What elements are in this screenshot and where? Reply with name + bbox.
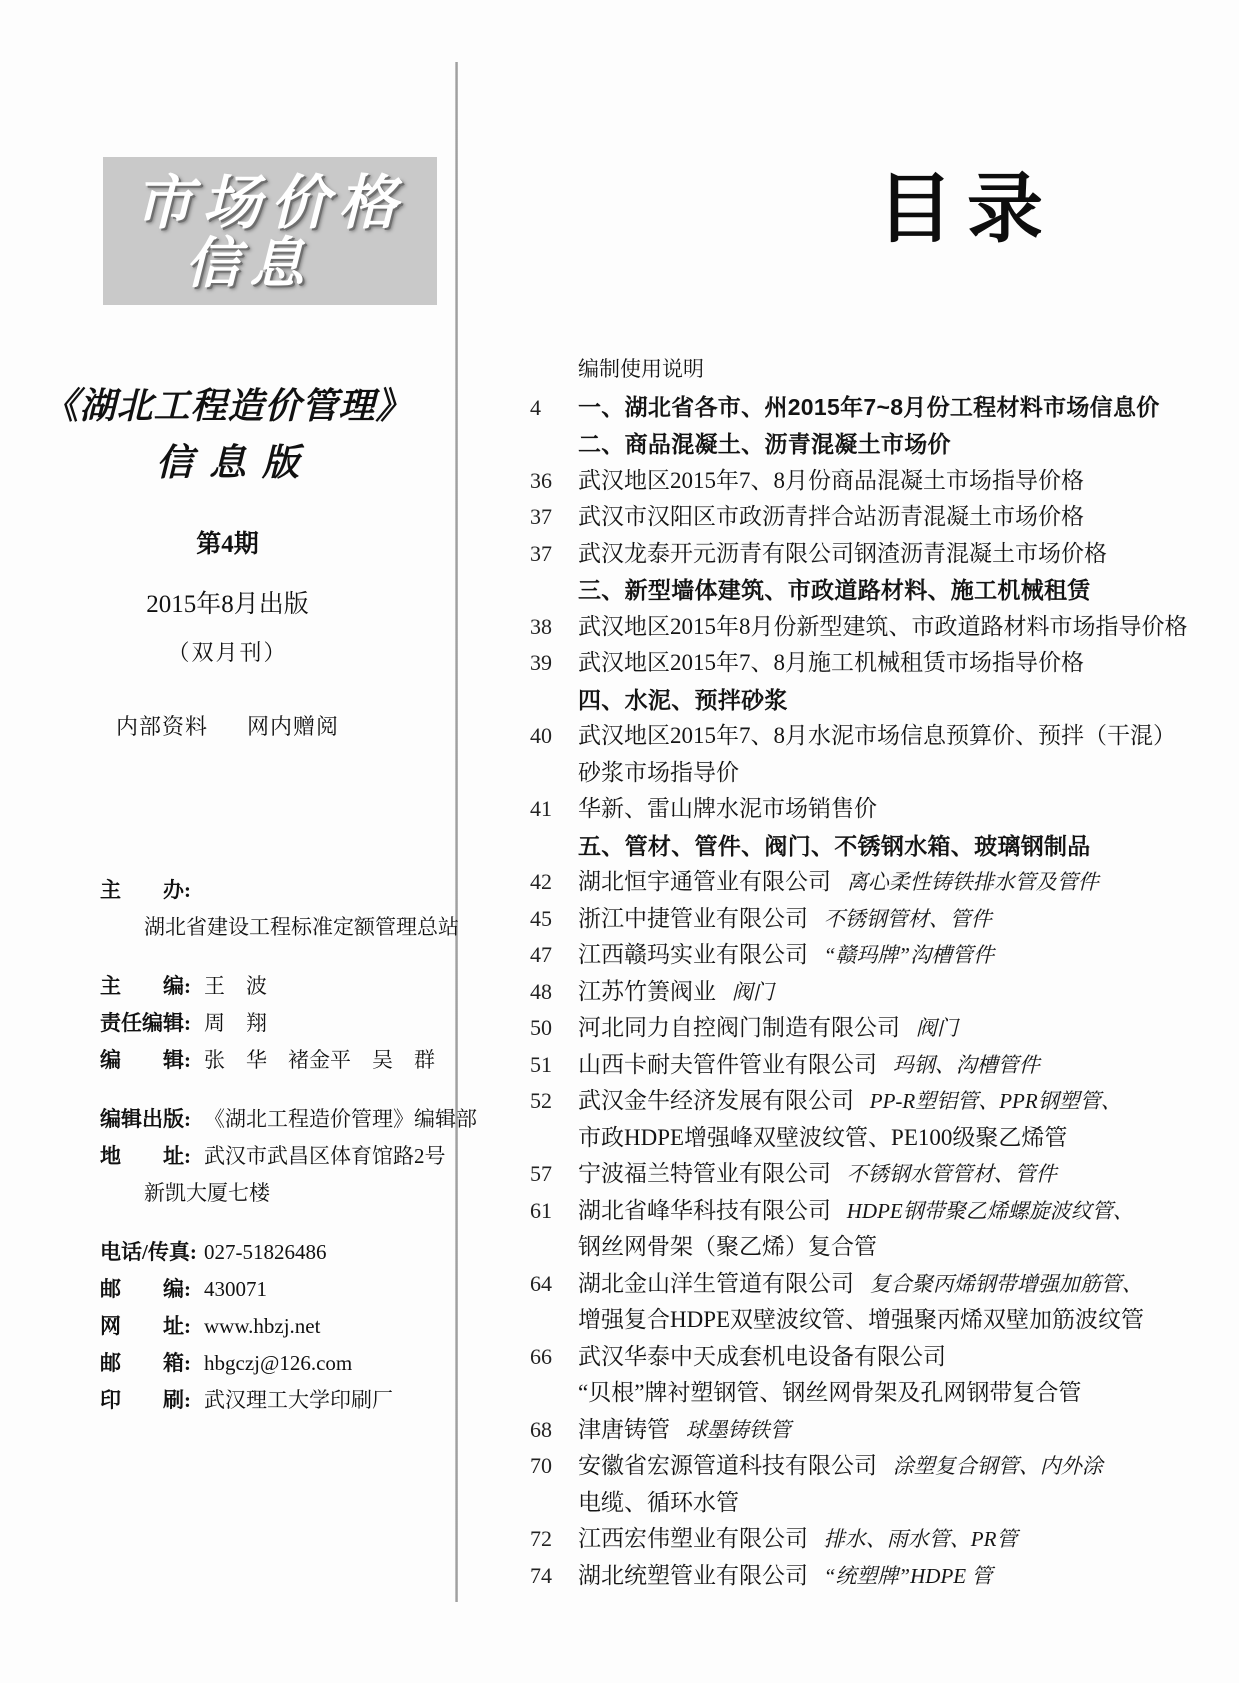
imprint-label-chief-editor: 主 编: xyxy=(100,974,191,998)
toc-entry-title: 武汉华泰中天成套机电设备有限公司 xyxy=(578,1343,946,1369)
masthead-title-line-2: 信息 xyxy=(185,233,314,294)
toc-entry-title: 武汉地区2015年7、8月份商品混凝土市场指导价格 xyxy=(578,467,1084,493)
toc-entry-title: 安徽省宏源管道科技有限公司 涂塑复合钢管、内外涂 xyxy=(578,1453,1103,1478)
toc-entry-title: 河北同力自控阀门制造有限公司 阀门 xyxy=(578,1015,958,1040)
toc-entry-title: 武汉金牛经济发展有限公司 PP-R塑铝管、PPR钢塑管、 xyxy=(578,1088,1122,1113)
toc-page-number: 66 xyxy=(530,1343,552,1369)
toc-page-number: 72 xyxy=(530,1526,552,1551)
masthead-plate xyxy=(103,157,437,305)
imprint-row-phone xyxy=(100,1234,450,1271)
toc-page-number: 42 xyxy=(530,869,552,894)
toc-page-number: 41 xyxy=(530,796,552,821)
toc-page-number: 37 xyxy=(530,504,552,529)
toc-entry[interactable] xyxy=(530,791,1230,828)
toc-entry-description: 不锈钢管材、管件 xyxy=(823,906,992,931)
distribution-notice xyxy=(0,710,455,741)
imprint-row-sponsor xyxy=(100,872,450,909)
imprint-row-email xyxy=(100,1345,450,1382)
journal-subtitle: 信息版 xyxy=(156,443,315,484)
toc-entry-title: 浙江中捷管业有限公司 不锈钢管材、管件 xyxy=(578,905,992,931)
toc-page-number: 39 xyxy=(530,650,552,675)
table-of-contents-list xyxy=(530,352,1230,1594)
toc-page-number: 68 xyxy=(530,1416,552,1442)
toc-entry[interactable] xyxy=(530,536,1230,573)
toc-entry[interactable] xyxy=(530,1193,1230,1230)
imprint-label-publisher: 编辑出版: xyxy=(100,1107,191,1131)
imprint-value-website[interactable]: www.hbzj.net xyxy=(204,1314,321,1338)
toc-entry-title: 湖北恒宇通管业有限公司 离心柔性铸铁排水管及管件 xyxy=(578,869,1099,894)
toc-entry-description: 复合聚丙烯钢带增强加筋管、 xyxy=(869,1271,1143,1296)
imprint-value-address: 武汉市武昌区体育馆路2号 xyxy=(204,1144,446,1168)
imprint-row-chief-editor xyxy=(100,968,450,1005)
imprint-row-managing-editor xyxy=(100,1005,450,1042)
toc-page-number: 38 xyxy=(530,613,552,639)
toc-entry-title: 钢丝网骨架（聚乙烯）复合管 xyxy=(578,1234,877,1259)
toc-entry-title: 四、水泥、预拌砂浆 xyxy=(578,686,788,713)
toc-entry[interactable] xyxy=(530,609,1230,646)
toc-entry-description: 排水、雨水管、PR管 xyxy=(823,1527,1018,1551)
imprint-value-editors: 张 华 褚金平 吴 群 xyxy=(204,1048,435,1072)
toc-page-number: 50 xyxy=(530,1015,552,1040)
toc-entry-description: “统塑牌”HDPE 管 xyxy=(823,1563,993,1588)
toc-section-header xyxy=(530,426,1230,463)
toc-entry[interactable] xyxy=(530,352,1230,389)
toc-entry[interactable] xyxy=(530,901,1230,938)
toc-entry-title: 江西宏伟塑业有限公司 排水、雨水管、PR管 xyxy=(578,1526,1018,1551)
toc-section-header xyxy=(530,682,1230,719)
toc-entry[interactable] xyxy=(530,499,1230,536)
imprint-label-managing-editor: 责任编辑: xyxy=(100,1011,191,1035)
toc-entry[interactable] xyxy=(530,1302,1230,1339)
toc-entry-description: HDPE钢带聚乙烯螺旋波纹管、 xyxy=(846,1198,1134,1223)
imprint-value-phone: 027-51826486 xyxy=(204,1240,327,1264)
toc-entry-title: 津唐铸管 球墨铸铁管 xyxy=(578,1416,791,1442)
toc-entry-title: 一、湖北省各市、州2015年7~8月份工程材料市场信息价 xyxy=(578,393,1160,420)
toc-page-number: 48 xyxy=(530,978,552,1004)
toc-entry-title: 电缆、循环水管 xyxy=(578,1489,739,1515)
imprint-label-printer: 印 刷: xyxy=(100,1388,191,1412)
imprint-value-postcode: 430071 xyxy=(204,1277,267,1301)
imprint-row-sponsor-value xyxy=(100,909,459,946)
toc-entry-description: 阀门 xyxy=(915,1016,958,1040)
toc-page-number: 52 xyxy=(530,1088,552,1113)
toc-entry-title: 武汉地区2015年7、8月施工机械租赁市场指导价格 xyxy=(578,650,1084,675)
toc-entry-title: 武汉地区2015年7、8月水泥市场信息预算价、预拌（干混） xyxy=(578,723,1176,748)
toc-entry-title: 山西卡耐夫管件管业有限公司 玛钢、沟槽管件 xyxy=(578,1051,1040,1077)
toc-entry-description: 玛钢、沟槽管件 xyxy=(892,1052,1040,1077)
journal-title: 《湖北工程造价管理》 xyxy=(42,386,413,426)
imprint-row-address xyxy=(100,1138,450,1175)
imprint-label-postcode: 邮 编: xyxy=(100,1277,191,1301)
toc-entry-title: 湖北统塑管业有限公司 “统塑牌”HDPE 管 xyxy=(578,1562,993,1588)
toc-entry[interactable] xyxy=(530,1412,1230,1449)
toc-page-number: 47 xyxy=(530,942,552,967)
right-column xyxy=(455,0,1239,1683)
toc-section-header xyxy=(530,828,1230,865)
toc-entry[interactable] xyxy=(530,864,1230,901)
imprint-value-email[interactable]: hbgczj@126.com xyxy=(204,1351,353,1375)
imprint-block xyxy=(100,872,477,1419)
imprint-row-printer xyxy=(100,1382,450,1419)
toc-entry[interactable] xyxy=(530,463,1230,500)
toc-page-number: 74 xyxy=(530,1562,552,1588)
toc-entry[interactable] xyxy=(530,1010,1230,1047)
toc-entry-title: 增强复合HDPE双壁波纹管、增强聚丙烯双壁加筋波纹管 xyxy=(578,1307,1145,1332)
toc-entry-description: 不锈钢水管管材、管件 xyxy=(846,1162,1057,1186)
toc-entry[interactable] xyxy=(530,1339,1230,1376)
toc-page-number: 57 xyxy=(530,1161,552,1186)
toc-entry-description: 球墨铸铁管 xyxy=(685,1417,791,1442)
toc-entry[interactable] xyxy=(530,1448,1230,1485)
imprint-row-editors xyxy=(100,1042,450,1079)
toc-page-number: 4 xyxy=(530,394,541,420)
toc-entry[interactable] xyxy=(530,1229,1230,1266)
imprint-value-managing-editor: 周 翔 xyxy=(204,1011,267,1035)
toc-entry-title: 武汉龙泰开元沥青有限公司钢渣沥青混凝土市场价格 xyxy=(578,540,1107,566)
toc-entry[interactable] xyxy=(530,1156,1230,1193)
toc-entry-title: 湖北金山洋生管道有限公司 复合聚丙烯钢带增强加筋管、 xyxy=(578,1270,1143,1296)
toc-entry-description: PP-R塑铝管、PPR钢塑管、 xyxy=(869,1089,1122,1113)
publish-date: 2015年8月出版 xyxy=(146,591,309,618)
imprint-row-website xyxy=(100,1308,450,1345)
imprint-label-website: 网 址: xyxy=(100,1314,191,1338)
imprint-value-address-line2: 新凯大厦七楼 xyxy=(144,1181,270,1205)
toc-entry[interactable] xyxy=(530,1120,1230,1157)
table-of-contents-heading: 目录 xyxy=(877,168,1057,252)
imprint-gap-2 xyxy=(100,1079,450,1101)
toc-entry[interactable] xyxy=(530,645,1230,682)
toc-entry-title: 武汉市汉阳区市政沥青拌合站沥青混凝土市场价格 xyxy=(578,504,1084,529)
toc-entry-description: 离心柔性铸铁排水管及管件 xyxy=(846,870,1099,894)
toc-entry-title: 编制使用说明 xyxy=(578,358,704,381)
notice-free-distribution: 网内赠阅 xyxy=(247,714,340,739)
toc-page-number: 36 xyxy=(530,467,552,493)
toc-entry[interactable] xyxy=(530,1047,1230,1084)
toc-section-header xyxy=(530,389,1230,427)
imprint-value-publisher: 《湖北工程造价管理》编辑部 xyxy=(204,1107,477,1131)
toc-entry[interactable] xyxy=(530,1485,1230,1522)
imprint-row-address-line2 xyxy=(100,1175,450,1212)
imprint-value-sponsor: 湖北省建设工程标准定额管理总站 xyxy=(144,915,459,939)
imprint-label-phone: 电话/传真: xyxy=(100,1240,197,1264)
toc-entry[interactable] xyxy=(530,1375,1230,1412)
toc-entry-title: 砂浆市场指导价 xyxy=(578,759,739,785)
toc-page-number: 37 xyxy=(530,540,552,566)
toc-entry-description: 阀门 xyxy=(731,979,774,1004)
toc-page-number: 40 xyxy=(530,723,552,748)
toc-page-number: 45 xyxy=(530,905,552,931)
toc-entry-title: 武汉地区2015年8月份新型建筑、市政道路材料市场指导价格 xyxy=(578,613,1188,639)
toc-entry[interactable] xyxy=(530,718,1230,755)
toc-entry[interactable] xyxy=(530,755,1230,792)
toc-entry-title: 华新、雷山牌水泥市场销售价 xyxy=(578,796,877,821)
toc-entry-title: 湖北省峰华科技有限公司 HDPE钢带聚乙烯螺旋波纹管、 xyxy=(578,1197,1134,1223)
imprint-value-chief-editor: 王 波 xyxy=(204,974,267,998)
toc-page-number: 64 xyxy=(530,1270,552,1296)
imprint-label-email: 邮 箱: xyxy=(100,1351,191,1375)
toc-entry-title: 宁波福兰特管业有限公司 不锈钢水管管材、管件 xyxy=(578,1161,1057,1186)
toc-entry[interactable] xyxy=(530,1521,1230,1558)
periodicity-label: （双月刊） xyxy=(167,640,288,665)
toc-entry-description: “赣玛牌”沟槽管件 xyxy=(823,943,995,967)
toc-entry[interactable] xyxy=(530,974,1230,1011)
left-column xyxy=(0,0,477,1683)
masthead-title-line-1: 市场价格 xyxy=(133,170,406,236)
toc-entry[interactable] xyxy=(530,1083,1230,1120)
imprint-label-sponsor: 主 办: xyxy=(100,878,191,902)
imprint-row-postcode xyxy=(100,1271,450,1308)
toc-entry[interactable] xyxy=(530,1266,1230,1303)
toc-entry-title: 市政HDPE增强峰双壁波纹管、PE100级聚乙烯管 xyxy=(578,1124,1068,1150)
imprint-value-printer: 武汉理工大学印刷厂 xyxy=(204,1388,393,1412)
imprint-gap-3 xyxy=(100,1212,450,1234)
issue-number: 第4期 xyxy=(196,531,259,558)
notice-internal-material: 内部资料 xyxy=(115,714,208,739)
toc-entry-description: 涂塑复合钢管、内外涂 xyxy=(892,1454,1103,1478)
imprint-label-editors: 编 辑: xyxy=(100,1048,191,1072)
toc-entry-title: 二、商品混凝土、沥青混凝土市场价 xyxy=(578,431,951,457)
toc-page-number: 61 xyxy=(530,1197,552,1223)
toc-entry-title: 三、新型墙体建筑、市政道路材料、施工机械租赁 xyxy=(578,577,1091,603)
imprint-label-address: 地 址: xyxy=(100,1144,191,1168)
imprint-gap-1 xyxy=(100,946,450,968)
toc-entry-title: “贝根”牌衬塑钢管、钢丝网骨架及孔网钢带复合管 xyxy=(578,1380,1082,1405)
toc-entry[interactable] xyxy=(530,1558,1230,1595)
toc-entry-title: 江西赣玛实业有限公司 “赣玛牌”沟槽管件 xyxy=(578,942,995,967)
imprint-row-publisher xyxy=(100,1101,477,1138)
toc-section-header xyxy=(530,572,1230,609)
toc-entry-title: 五、管材、管件、阀门、不锈钢水箱、玻璃钢制品 xyxy=(578,832,1091,859)
toc-page-number: 70 xyxy=(530,1453,552,1478)
toc-page-number: 51 xyxy=(530,1051,552,1077)
toc-entry-title: 江苏竹箦阀业 阀门 xyxy=(578,978,774,1004)
toc-entry[interactable] xyxy=(530,937,1230,974)
